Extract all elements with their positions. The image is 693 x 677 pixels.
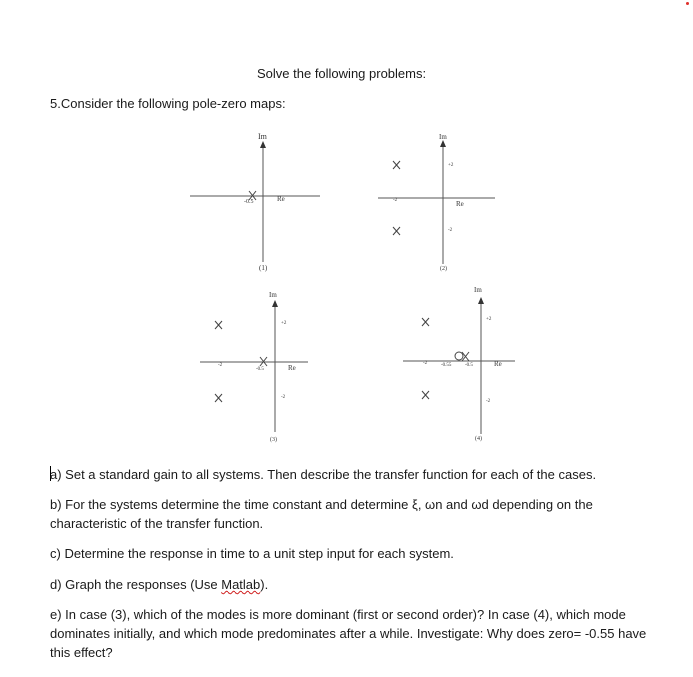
pole-x-icon: [393, 161, 400, 169]
pole-x-icon: [215, 394, 222, 402]
pole-value-label: -0.5: [244, 199, 254, 205]
imag-axis-label: Im: [474, 286, 482, 294]
axis-arrow-icon: [272, 300, 278, 307]
imag-axis-label: Im: [258, 132, 267, 141]
real-axis-label: Re: [277, 195, 285, 203]
pole-zero-map-4: [403, 286, 515, 442]
problem-intro: 5.Consider the following pole-zero maps:: [50, 96, 286, 111]
pole-x-icon: [422, 318, 429, 326]
real-axis-label: Re: [494, 360, 502, 368]
tick-label: -2: [281, 395, 286, 400]
pole-value-label: -0.5: [256, 367, 264, 372]
tick-label: -2: [448, 228, 453, 233]
zero-value-label: -0.55: [441, 363, 452, 368]
question-d: [50, 575, 650, 594]
question-c: c) Determine the response in time to a unit step input for each system.: [50, 546, 454, 561]
imag-axis-label: Im: [439, 133, 447, 141]
tick-label: -2: [218, 363, 223, 368]
pole-zero-map-2: [378, 133, 495, 272]
map-caption: (4): [475, 436, 482, 442]
pole-zero-map-3: [200, 291, 308, 443]
question-d-prefix: d) Graph the responses (Use: [50, 577, 222, 592]
axis-arrow-icon: [440, 140, 446, 147]
question-b: b) For the systems determine the time constant and determine ξ, ωn and ωd depending on the characteristic of the transfer function.: [50, 497, 593, 531]
map-caption: (3): [270, 437, 277, 443]
pole-zero-map-1: [190, 132, 320, 272]
tick-label: +2: [486, 317, 492, 322]
axis-arrow-icon: [260, 141, 266, 148]
tick-label: -2: [393, 198, 398, 203]
tick-label: +2: [448, 163, 454, 168]
pole-x-icon: [422, 391, 429, 399]
tick-label: -2: [486, 399, 491, 404]
map-caption: (2): [440, 266, 447, 272]
pole-x-icon: [215, 321, 222, 329]
question-d-suffix: ).: [260, 577, 269, 592]
real-axis-label: Re: [288, 364, 296, 372]
imag-axis-label: Im: [269, 291, 277, 299]
pole-value-label: -0.5: [465, 363, 473, 368]
tick-label: -2: [423, 361, 428, 366]
zero-o-icon: [455, 352, 463, 360]
pole-x-icon: [393, 227, 400, 235]
spellcheck-word: Matlab: [221, 577, 261, 592]
page-title: Solve the following problems:: [257, 66, 427, 81]
axis-arrow-icon: [478, 297, 484, 304]
tick-label: +2: [281, 321, 287, 326]
real-axis-label: Re: [456, 200, 464, 208]
question-e: e) In case (3), which of the modes is more dominant (first or second order)? In case (4), which mode dominates initially, and which mode predominates after a while. Investigate: Why does zero= -0.55 have this effect?: [50, 607, 647, 660]
question-a: a) Set a standard gain to all systems. Then describe the transfer function for each of the cases.: [50, 467, 597, 482]
map-caption: (1): [259, 264, 268, 272]
